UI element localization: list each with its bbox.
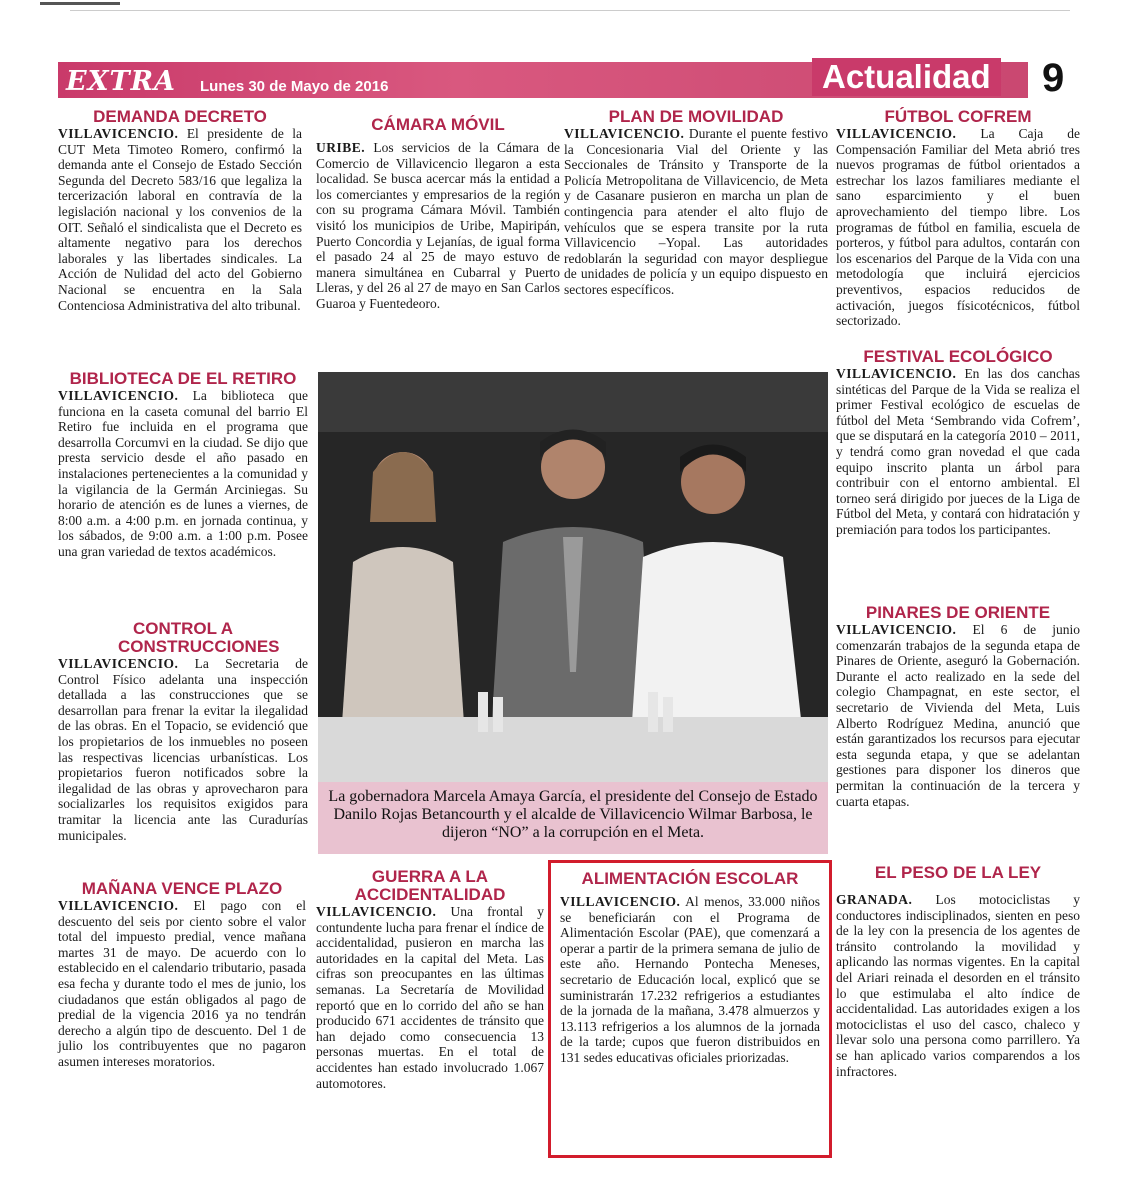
page-number: 9	[1028, 56, 1078, 100]
article-lead: VILLAVICENCIO.	[58, 126, 179, 141]
article-lead: VILLAVICENCIO.	[316, 904, 437, 919]
article-lead: VILLAVICENCIO.	[564, 126, 685, 141]
top-thin-rule	[70, 10, 1070, 11]
article-title: BIBLIOTECA DE EL RETIRO	[69, 369, 297, 388]
news-photo	[318, 372, 828, 782]
article-pinares-oriente	[836, 604, 1080, 809]
article-body: La biblioteca que funciona en la caseta comunal del barrio El Retiro fue incluida en el programa que desarrolla Corcumvi en la ciudad. Se dijo que presta servicio desde el año pasado en instalaciones pertenecientes a la comunidad y la vigilancia de la Germán Arciniegas. Su horario de atención es de lunes a viernes, de 8:00 a.m. a 4:00 p.m. en jornada continua, y los sábados, de 9:00 a.m. a 1:00 p.m. Posee una gran variedad de textos académicos.	[58, 388, 309, 559]
article-peso-ley	[836, 864, 1080, 1079]
article-text	[58, 126, 302, 313]
article-camara-movil	[316, 116, 560, 312]
top-rule	[40, 2, 120, 5]
article-guerra-accidentalidad	[316, 868, 544, 1091]
article-text	[836, 622, 1080, 809]
article-title: PINARES DE ORIENTE	[865, 603, 1051, 622]
issue-date: Lunes 30 de Mayo de 2016	[200, 78, 389, 95]
section-title: Actualidad	[812, 58, 1001, 96]
photo-illustration	[318, 372, 828, 782]
article-lead: VILLAVICENCIO.	[58, 656, 179, 671]
article-plan-movilidad	[564, 108, 828, 298]
article-body: La Caja de Compensación Familiar del Meta abrió tres nuevos programas de fútbol orientados a estrechar los lazos familiares mediante el sano esparcimiento y el buen aprovechamiento del tiempo libre. Los programas de fútbol en familia, escuela de porteros, y fútbol para adultos, contarán con los escenarios del Parque de la Vida con una metodología que incluirá ejercicios preventivos, espacios reducidos de activación, juegos físicotécnicos, fútbol sectorizado.	[836, 126, 1080, 329]
article-title: FÚTBOL COFREM	[884, 107, 1032, 126]
article-lead: VILLAVICENCIO.	[58, 388, 179, 403]
article-lead: VILLAVICENCIO.	[836, 622, 957, 637]
article-demanda-decreto	[58, 108, 302, 313]
article-lead: VILLAVICENCIO.	[58, 898, 179, 913]
article-lead: VILLAVICENCIO.	[560, 894, 681, 909]
article-title: MAÑANA VENCE PLAZO	[81, 879, 283, 898]
article-text	[560, 894, 820, 1066]
article-body: Los servicios de la Cámara de Comercio de Villavicencio llegaron a esta localidad. Se busca acercar más la entidad a los comerciantes y empresarios de la región con su programa Cámara Móvil. También visitó los municipios de Uribe, Mapiripán, Puerto Concordia y Lejanías, de igual forma el pasado 24 al 25 de mayo estuvo de manera simultánea en Cubarral y Puerto Lleras, y del 26 al 27 de mayo en San Carlos Guaroa y Fuentedeoro.	[316, 140, 560, 311]
article-body: Durante el puente festivo la Concesionaria Vial del Oriente y las Seccionales de Tránsito y Transporte de la Policía Metropolitana de Villavicencio, de Meta y de Casanare pusieron en marcha un plan de contingencia para atender el alto flujo de vehículos que se espera transite por la ruta Villavicencio –Yopal. Las autoridades redoblarán la seguridad con mayor despliegue de unidades de policía y un equipo dispuesto en sectores específicos.	[564, 126, 829, 297]
article-title: EL PESO DE LA LEY	[874, 863, 1042, 882]
article-text	[58, 898, 306, 1070]
article-body: El pago con el descuento del seis por ciento sobre el valor total del impuesto predial, vence mañana martes 31 de mayo. De acuerdo con lo establecido en el calendario tributario, pasada esa fecha y durante todo el mes de junio, los ciudadanos que están obligados al pago de predial de la vigencia 2016 ya no tendrán derecho a algún tipo de descuento. Del 1 de julio los contribuyentes que no pagaron asumen intereses moratorios.	[58, 898, 306, 1069]
article-title: PLAN DE MOVILIDAD	[608, 107, 784, 126]
article-text	[836, 126, 1080, 329]
article-control-construcciones	[58, 620, 308, 843]
article-lead: URIBE.	[316, 140, 366, 155]
photo-caption: La gobernadora Marcela Amaya García, el presidente del Consejo de Estado Danilo Rojas Betancourth y el alcalde de Villavicencio Wilmar Barbosa, le dijeron “NO” a la corrupción en el Meta.	[318, 782, 828, 854]
article-body: El presidente de la CUT Meta Timoteo Romero, confirmó la demanda ante el Consejo de Estado Sección Segunda del Decreto 583/16 que legaliza la tercerización laboral en contravía de la legislación nacional y los convenios de la OIT. Señaló el sindicalista que el Decreto es altamente negativo para los derechos laborales y las libertades sindicales. La Acción de Nulidad del acto del Gobierno Nacional se encuentra en la Sala Contenciosa Administrativa del alto tribunal.	[58, 126, 302, 313]
article-body: En las dos canchas sintéticas del Parque de la Vida se realiza el primer Festival ecológico de escuelas de fútbol del Meta ‘Sembrando vida Cofrem’, que se disputará en la categoría 2010 – 2011, y tendrá como gran novedad el que cada equipo inscrito planta un árbol para contribuir con el entorno ambiental. El torneo será dirigido por jueces de la Liga de Fútbol del Meta, y contará con hidratación y premiación para todos los participantes.	[836, 366, 1080, 537]
article-text	[58, 656, 308, 843]
article-title: ALIMENTACIÓN ESCOLAR	[581, 869, 799, 888]
article-body: Una frontal y contundente lucha para frenar el índice de accidentalidad, pusieron en marcha las autoridades en la capital del Meta. Las cifras son preocupantes en las últimas semanas. La Secretaría de Movilidad reportó que en lo corrido del año se han producido 671 accidentes de tránsito que han dejado como consecuencia 13 personas muertas. En el total de accidentes han estado involucrado 1.067 automotores.	[316, 904, 544, 1091]
article-body: El 6 de junio comenzarán trabajos de la segunda etapa de Pinares de Oriente, aseguró la Gobernación. Durante el acto realizado en la sede del colegio Champagnat, en este sector, el secretario de Vivienda del Meta, Luis Alberto Rodríguez Medina, anunció que están garantizados los recursos para ejecutar esta segunda etapa, y que se adelantan gestiones para disponer los dineros que permitan la continuación de la tercera y cuarta etapas.	[836, 622, 1080, 809]
article-text	[316, 140, 560, 312]
article-body: La Secretaria de Control Físico adelanta una inspección detallada a las construcciones que se desarrollan para frenar la evitar la ilegalidad de las obras. En el Topacio, se evidenció que los propietarios de los inmuebles no poseen las respectivas licencias urbanísticas. Los propietarios fueron notificados sobre la ilegalidad de las obras y aprovecharon para socializarles los requisitos exigidos para tramitar la licencia ante las Curadurías municipales.	[58, 656, 308, 843]
article-body: Los motociclistas y conductores indisciplinados, sienten en peso de la ley con la presencia de los agentes de tránsito controlando la movilidad y aplicando las normas vigentes. En la capital del Ariari reinada el desorden en el tránsito lo que estimulaba el alto índice de accidentalidad. Las autoridades exigen a los motociclistas el uso del casco, chaleco y llevar solo una persona como parrillero. Ya se han aplicado varios comparendos a los infractores.	[836, 892, 1080, 1079]
article-text	[836, 892, 1080, 1079]
article-alimentacion-escolar	[560, 870, 820, 1066]
article-title: CONTROL A CONSTRUCCIONES	[118, 619, 280, 656]
article-festival-ecologico	[836, 348, 1080, 538]
article-title: CÁMARA MÓVIL	[371, 115, 505, 134]
article-text	[564, 126, 828, 298]
article-text	[58, 388, 308, 560]
newspaper-logo: EXTRA	[66, 66, 177, 97]
article-lead: GRANADA.	[836, 892, 913, 907]
article-lead: VILLAVICENCIO.	[836, 126, 957, 141]
article-biblioteca-retiro	[58, 370, 308, 560]
article-text	[836, 366, 1080, 538]
article-lead: VILLAVICENCIO.	[836, 366, 957, 381]
article-title: FESTIVAL ECOLÓGICO	[863, 347, 1053, 366]
article-title: GUERRA A LA ACCIDENTALIDAD	[354, 867, 506, 904]
article-text	[316, 904, 544, 1091]
article-futbol-cofrem	[836, 108, 1080, 329]
article-body: Al menos, 33.000 niños se beneficiarán con el Programa de Alimentación Escolar (PAE), que comenzará a operar a partir de la primera semana de julio de este año. Hernando Pontecha Meneses, secretario de Educación local, explicó que se suministrarán 17.232 refrigerios a estudiantes de la jornada de la mañana, 3.478 almuerzos y 13.113 refrigerios a los alumnos de la jornada de la tarde; cupos que fueron distribuidos en 131 sedes educativas oficiales priorizadas.	[560, 894, 820, 1065]
article-manana-vence-plazo	[58, 880, 306, 1070]
article-title: DEMANDA DECRETO	[93, 107, 267, 126]
